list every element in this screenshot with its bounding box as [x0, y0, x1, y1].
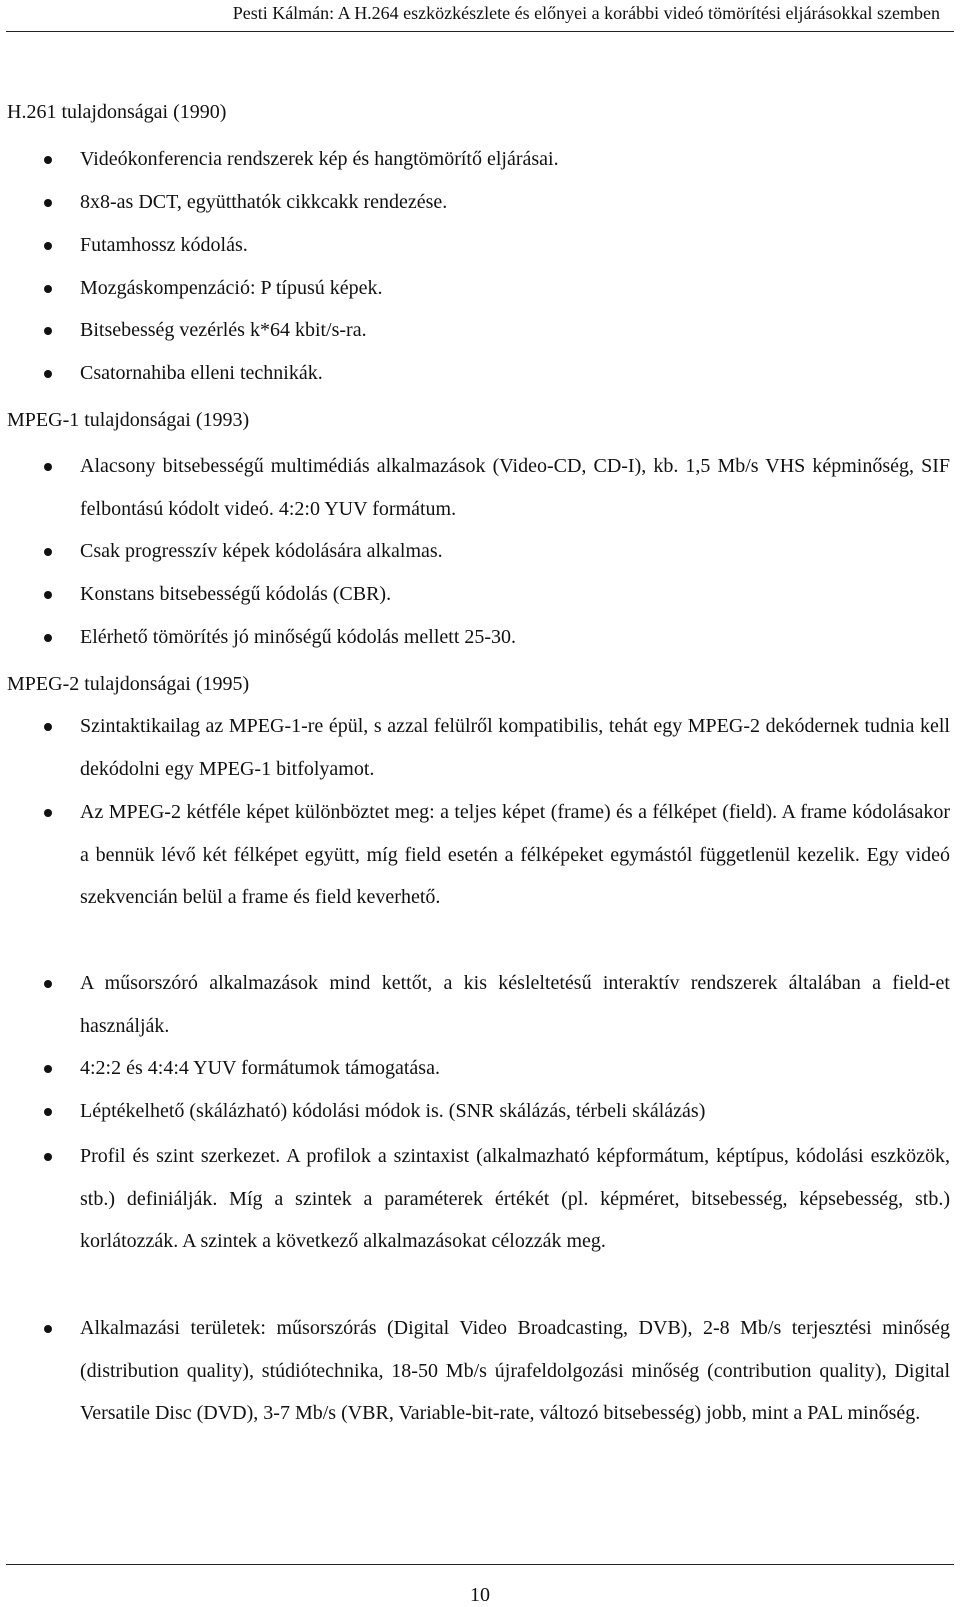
bullet-icon — [44, 199, 52, 207]
list-item: Futamhossz kódolás. — [80, 224, 950, 267]
page-header: Pesti Kálmán: A H.264 eszközkészlete és előnyei a korábbi videó tömörítési eljárásokkal szemben — [232, 3, 940, 23]
footer-divider — [6, 1564, 954, 1565]
bullet-icon — [44, 156, 52, 164]
bullet-icon — [44, 327, 52, 335]
bullet-icon — [44, 980, 52, 988]
list-item: Csak progresszív képek kódolására alkalmas. — [80, 530, 950, 573]
list-item: Bitsebesség vezérlés k*64 kbit/s-ra. — [80, 309, 950, 352]
bullet-icon — [44, 634, 52, 642]
page-number: 10 — [470, 1584, 490, 1606]
list-item: Alacsony bitsebességű multimédiás alkalmazások (Video-CD, CD-I), kb. 1,5 Mb/s VHS képminőség, SIF felbontású kódolt videó. 4:2:0 YUV formátum. — [80, 445, 950, 530]
list-item: Videókonferencia rendszerek kép és hangtömörítő eljárásai. — [80, 138, 950, 181]
bullet-icon — [44, 548, 52, 556]
section-heading-h261: H.261 tulajdonságai (1990) — [7, 101, 227, 123]
bullet-icon — [44, 591, 52, 599]
bullet-icon — [44, 723, 52, 731]
list-item: Az MPEG-2 kétféle képet különböztet meg: a teljes képet (frame) és a félképet (field). A frame kódolásakor a bennük lévő két félképet együtt, míg field esetén a félképeket egymástól függetlenül kezelik. Egy videó szekvencián belül a frame és field keverhető. — [80, 791, 950, 919]
list-item: A műsorszóró alkalmazások mind kettőt, a kis késleltetésű interaktív rendszerek általában a field-et használják. — [80, 962, 950, 1047]
list-item: Alkalmazási területek: műsorszórás (Digital Video Broadcasting, DVB), 2-8 Mb/s terjesztési minőség (distribution quality), stúdiótechnika, 18-50 Mb/s újrafeldolgozási minőség (contribution quality), Digital Versatile Disc (DVD), 3-7 Mb/s (VBR, Variable-bit-rate, változó bitsebesség) jobb, mint a PAL minőség. — [80, 1307, 950, 1435]
bullet-icon — [44, 242, 52, 250]
bullet-icon — [44, 285, 52, 293]
bullet-icon — [44, 370, 52, 378]
header-divider — [6, 31, 954, 32]
section-heading-mpeg1: MPEG-1 tulajdonságai (1993) — [7, 409, 250, 431]
list-item: 8x8-as DCT, együtthatók cikkcakk rendezése. — [80, 181, 950, 224]
list-item: Mozgáskompenzáció: P típusú képek. — [80, 267, 950, 310]
list-item: Léptékelhető (skálázható) kódolási módok is. (SNR skálázás, térbeli skálázás) — [80, 1090, 950, 1133]
bullet-icon — [44, 1108, 52, 1116]
list-item: Elérhető tömörítés jó minőségű kódolás mellett 25-30. — [80, 616, 950, 659]
bullet-icon — [44, 463, 52, 471]
bullet-icon — [44, 1065, 52, 1073]
list-item: Profil és szint szerkezet. A profilok a szintaxist (alkalmazható képformátum, képtípus, kódolási eszközök, stb.) definiálják. Míg a szintek a paraméterek értékét (pl. képméret, bitsebesség, képsebesség, stb.) korlátozzák. A szintek a következő alkalmazásokat célozzák meg. — [80, 1135, 950, 1263]
bullet-icon — [44, 1325, 52, 1333]
bullet-icon — [44, 809, 52, 817]
list-item: Konstans bitsebességű kódolás (CBR). — [80, 573, 950, 616]
list-item: Csatornahiba elleni technikák. — [80, 352, 950, 395]
bullet-icon — [44, 1153, 52, 1161]
list-item: Szintaktikailag az MPEG-1-re épül, s azzal felülről kompatibilis, tehát egy MPEG-2 dekódernek tudnia kell dekódolni egy MPEG-1 bitfolyamot. — [80, 705, 950, 790]
section-heading-mpeg2: MPEG-2 tulajdonságai (1995) — [7, 673, 250, 695]
list-item: 4:2:2 és 4:4:4 YUV formátumok támogatása. — [80, 1047, 950, 1090]
